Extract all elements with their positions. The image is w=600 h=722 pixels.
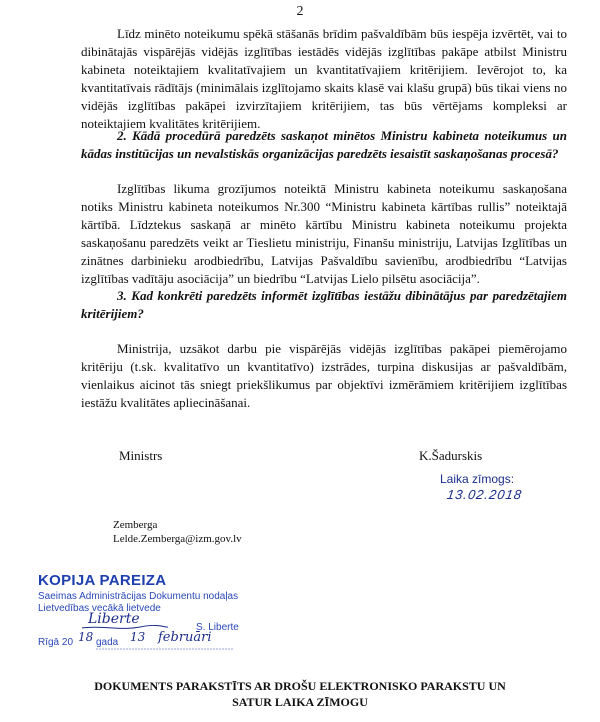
footer-line1: DOKUMENTS PARAKSTĪTS AR DROŠU ELEKTRONISKO PARAKSTU UN (94, 679, 506, 693)
paragraph-criteria-evaluation: Līdz minēto noteikumu spēkā stāšanās brīdim pašvaldībām būs iespēja izvērtēt, vai to dibinātajās vispārējās vidējās izglītības iestādēs vidējās izglītības pakāpe atbilst Ministru kabineta noteiktajiem kvalitatīvajiem un kvantitatīvajiem kritērijiem. Ievērojot to, ka kvantitatīvais rādītājs (minimālais izglītojamo skaits klasē vai klašu grupā) būs tikai viens no vidējās izglītības pakāpei izvirzītajiem kritērijiem, tas būs vērtējams kompleksi ar noteiktajiem kvalitātes kritērijiem. (81, 26, 567, 131)
page-number: 2 (296, 4, 304, 19)
copy-stamp-date-underline (96, 648, 236, 651)
copy-stamp-month-hand: februāri (158, 630, 212, 645)
timestamp-date: 13.02.2018 (445, 487, 524, 502)
copy-stamp-gada: gada (96, 637, 119, 648)
copy-stamp-signer: S. Liberte (196, 622, 239, 633)
signature-name: K.Šadurskis (419, 448, 483, 463)
copy-stamp-title: KOPIJA PAREIZA (38, 572, 167, 589)
copy-stamp-line2: Lietvedības vecākā lietvede (38, 603, 161, 614)
copy-stamp-signature-line (80, 625, 170, 631)
copy-stamp-year-hand: 18 (78, 630, 94, 644)
copy-stamp-handwritten-signature: Liberte (88, 611, 140, 627)
contact-surname: Zemberga (113, 519, 158, 531)
timestamp-label: Laika zīmogs: (440, 472, 515, 486)
contact-email: Lelde.Zemberga@izm.gov.lv (113, 533, 242, 545)
copy-stamp-line1: Saeimas Administrācijas Dokumentu nodaļas (38, 591, 239, 602)
copy-stamp-date-prefix: Rīgā 20 (38, 637, 74, 648)
question-2-heading: 2. Kādā procedūrā paredzēts saskaņot minētos Ministru kabineta noteikumus un kādas institūcijas un nevalstiskās organizācijas paredzēts iesaistīt saskaņošanas procesā? (81, 128, 567, 161)
footer-line2: SATUR LAIKA ZĪMOGU (232, 695, 368, 709)
signature-role: Ministrs (119, 448, 163, 463)
question-3-heading: 3. Kad konkrēti paredzēts informēt izglītības iestāžu dibinātājus par paredzētajiem kritērijiem? (81, 288, 567, 321)
paragraph-coordination-procedure: Izglītības likuma grozījumos noteiktā Ministru kabineta noteikumu saskaņošana notiks Ministru kabineta noteikumos Nr.300 “Ministru kabineta kārtības rullis” noteiktajā kārtībā. Līdztekus saskaņā ar minēto kārtību Ministru kabineta noteikumu projekta saskaņošanu paredzēts veikt ar Tieslietu ministriju, Finanšu ministriju, Latvijas Izglītības un zinātnes darbinieku arodbiedrību, Latvijas Pašvaldību savienību, arodbiedrību “Latvijas izglītības vadītāju asociācija” un biedrību “Latvijas Lielo pilsētu asociācija”. (81, 181, 567, 286)
paragraph-ministry-discussions: Ministrija, uzsākot darbu pie vispārējās vidējās izglītības pakāpei piemērojamo kritēriju (t.sk. kvalitatīvo un kvantitatīvo) izstrādes, turpina diskusijas ar pašvaldībām, vienlaikus aicinot tās sniegt priekšlikumus par objektīvi izmērāmiem kritērijiem izglītības iestāžu kvalitātes apliecināšanai. (81, 341, 567, 410)
copy-stamp-day-hand: 13 (130, 630, 146, 644)
